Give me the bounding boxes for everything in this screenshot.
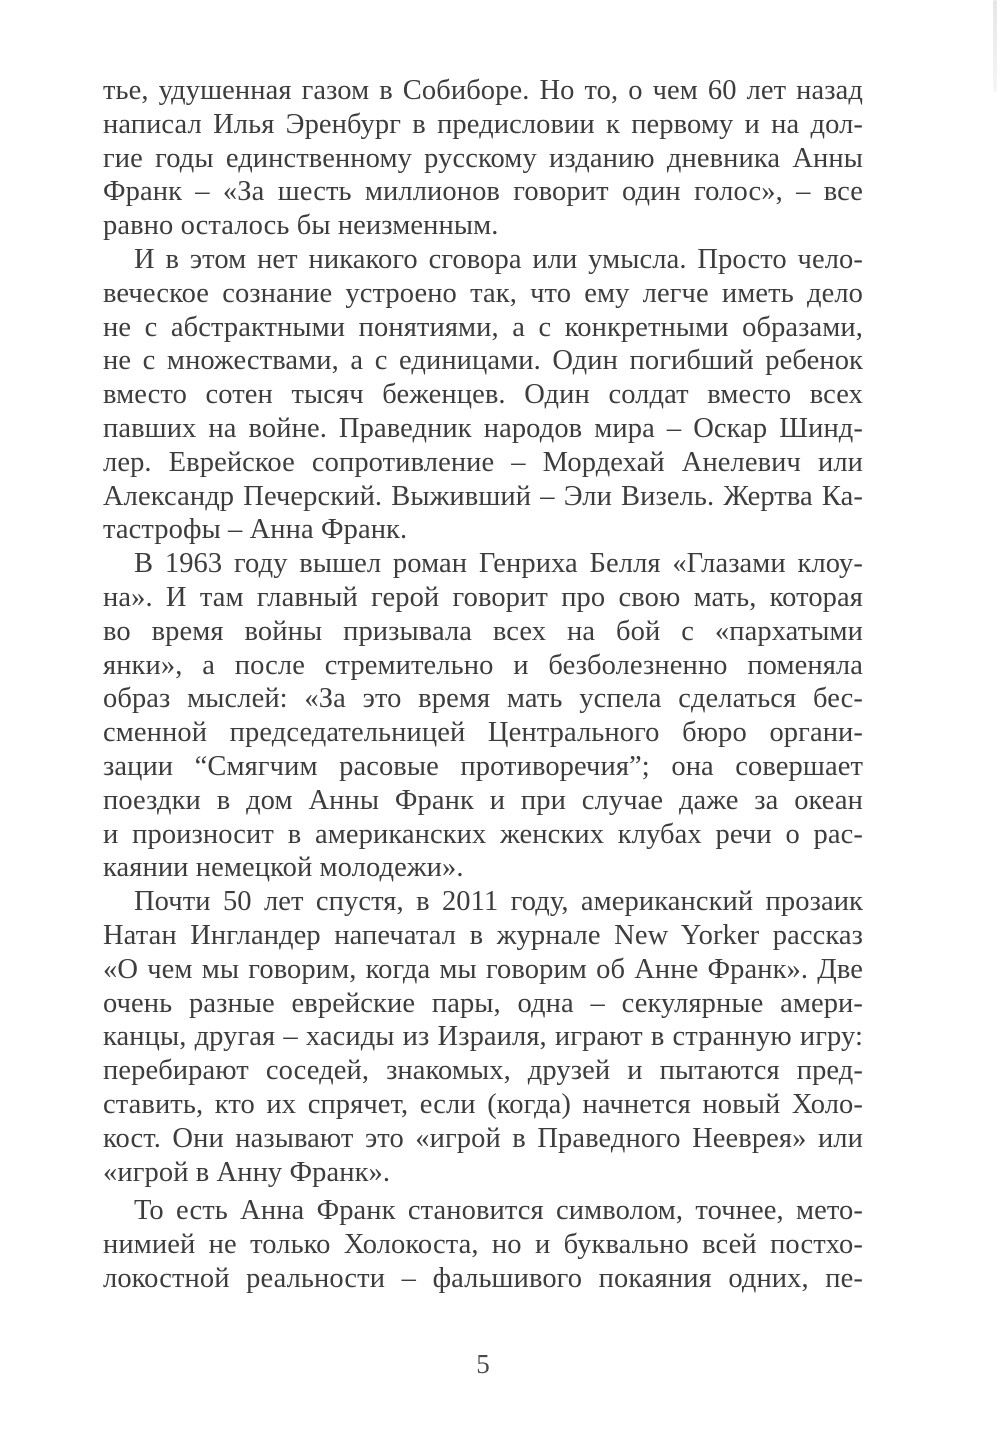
scan-edge-artifact: [993, 0, 997, 92]
text-line: Александр Печерский. Выживший – Эли Визель. Жертва Ка-: [103, 480, 863, 512]
text-line: кост. Они называют это «игрой в Праведного Нееврея» или: [103, 1122, 863, 1154]
paragraph: [103, 547, 863, 885]
text-line: не с абстрактными понятиями, а с конкретными образами,: [103, 311, 863, 343]
text-line: веческое сознание устроено так, что ему легче иметь дело: [103, 277, 863, 309]
text-line: перебирают соседей, знакомых, друзей и пытаются пред-: [103, 1055, 863, 1087]
text-line: «О чем мы говорим, когда мы говорим об Анне Франк». Две: [103, 953, 863, 985]
text-line: ставить, кто их спрячет, если (когда) начнется новый Холо-: [103, 1088, 863, 1120]
text-line: зации “Смягчим расовые противоречия”; она совершает: [103, 750, 863, 782]
text-line: гие годы единственному русскому изданию дневника Анны: [103, 142, 863, 174]
page-number: 5: [476, 1349, 490, 1379]
text-line: сменной председательницей Центрального бюро органи-: [103, 717, 863, 749]
text-line: равно осталось бы неизменным.: [103, 210, 499, 242]
text-line: нимией не только Холокоста, но и буквально всей постхо-: [103, 1229, 863, 1261]
text-line: янки», а после стремительно и безболезненно поменяла: [103, 649, 863, 681]
text-line: То есть Анна Франк становится символом, точнее, мето-: [134, 1195, 863, 1227]
paragraph: [103, 1194, 863, 1295]
paragraph: [103, 885, 863, 1189]
text-line: на». И там главный герой говорит про свою мать, которая: [103, 581, 863, 613]
text-line: канцы, другая – хасиды из Израиля, играют в странную игру:: [103, 1021, 863, 1053]
text-line: поездки в дом Анны Франк и при случае даже за океан: [103, 784, 863, 816]
body-text: [103, 74, 863, 1296]
text-line: локостной реальности – фальшивого покаяния одних, пе-: [103, 1262, 863, 1294]
text-line: образ мыслей: «За это время мать успела сделаться бес-: [103, 683, 863, 715]
text-line: Натан Ингландер напечатал в журнале New Yorker рассказ: [103, 919, 863, 951]
text-line: Почти 50 лет спустя, в 2011 году, американский прозаик: [134, 886, 863, 918]
paragraph: [103, 74, 863, 243]
text-line: «игрой в Анну Франк».: [103, 1156, 391, 1188]
text-line: и произносит в американских женских клубах речи о рас-: [103, 818, 863, 850]
text-line: каянии немецкой молодежи».: [103, 852, 464, 884]
text-line: написал Илья Эренбург в предисловии к первому и на дол-: [103, 108, 863, 140]
text-line: во время войны призывала всех на бой с «пархатыми: [103, 615, 863, 647]
text-line: не с множествами, а с единицами. Один погибший ребенок: [103, 345, 863, 377]
text-line: лер. Еврейское сопротивление – Мордехай Анелевич или: [103, 446, 863, 478]
text-line: Франк – «За шесть миллионов говорит один голос», – все: [103, 176, 863, 208]
paragraph: [103, 243, 863, 547]
text-line: вместо сотен тысяч беженцев. Один солдат вместо всех: [103, 379, 863, 411]
text-line: В 1963 году вышел роман Генриха Белля «Глазами клоу-: [134, 548, 863, 580]
text-line: тье, удушенная газом в Собиборе. Но то, о чем 60 лет назад: [103, 75, 863, 106]
text-line: тастрофы – Анна Франк.: [103, 514, 408, 546]
text-line: И в этом нет никакого сговора или умысла. Просто чело-: [134, 243, 863, 275]
text-line: очень разные еврейские пары, одна – секулярные амери-: [103, 987, 863, 1019]
text-line: павших на войне. Праведник народов мира – Оскар Шинд-: [103, 412, 863, 444]
